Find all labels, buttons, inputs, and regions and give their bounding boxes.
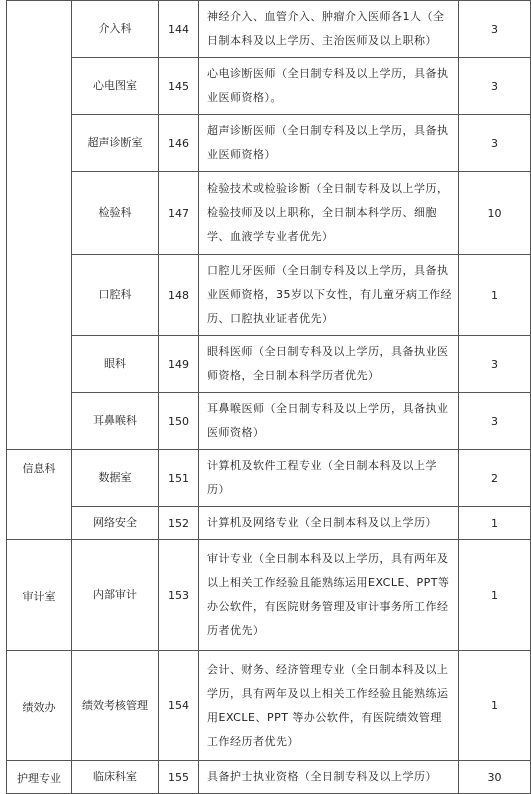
headcount: 2 xyxy=(459,450,531,507)
headcount: 1 xyxy=(459,651,531,761)
table-row xyxy=(7,115,531,172)
dept-cell: 护理专业 xyxy=(7,761,72,794)
headcount: 10 xyxy=(459,172,531,255)
table-row xyxy=(7,450,531,507)
subdept-cell: 心电图室 xyxy=(72,58,159,115)
table-row xyxy=(7,507,531,540)
post-number: 153 xyxy=(159,540,199,651)
requirement-text: 眼科医师（全日制专科及以上学历，具备执业医师资格，全日制本科学历者优先） xyxy=(199,336,459,393)
subdept-cell: 口腔科 xyxy=(72,255,159,336)
post-number: 144 xyxy=(159,1,199,58)
post-number: 148 xyxy=(159,255,199,336)
headcount: 1 xyxy=(459,507,531,540)
table-row xyxy=(7,255,531,336)
subdept-cell: 检验科 xyxy=(72,172,159,255)
post-number: 152 xyxy=(159,507,199,540)
requirement-text: 心电诊断医师（全日制专科及以上学历，具备执业医师资格）。 xyxy=(199,58,459,115)
subdept-cell: 临床科室 xyxy=(72,761,159,794)
subdept-cell: 耳鼻喉科 xyxy=(72,393,159,450)
table-row xyxy=(7,651,531,761)
table-row xyxy=(7,172,531,255)
subdept-cell: 眼科 xyxy=(72,336,159,393)
requirement-text: 具备护士执业资格（全日制专科及以上学历） xyxy=(199,761,459,794)
subdept-cell: 超声诊断室 xyxy=(72,115,159,172)
table-row xyxy=(7,1,531,58)
dept-cell-empty xyxy=(7,1,72,450)
table-row xyxy=(7,393,531,450)
headcount: 3 xyxy=(459,336,531,393)
subdept-cell: 绩效考核管理 xyxy=(72,651,159,761)
subdept-cell: 网络安全 xyxy=(72,507,159,540)
table-row xyxy=(7,58,531,115)
post-number: 149 xyxy=(159,336,199,393)
requirement-text: 神经介入、血管介入、肿瘤介入医师各1人（全日制本科及以上学历、主治医师及以上职称） xyxy=(199,1,459,58)
requirement-text: 检验技术或检验诊断（全日制专科及以上学历，检验技师及以上职称，全日制本科学历、细胞学、血液学专业者优先） xyxy=(199,172,459,255)
requirement-text: 审计专业（全日制本科及以上学历，具有两年及以上相关工作经验且能熟练运用EXCLE、PPT等办公软件，有医院财务管理及审计事务所工作经历者优先） xyxy=(199,540,459,651)
headcount: 1 xyxy=(459,255,531,336)
subdept-cell: 数据室 xyxy=(72,450,159,507)
headcount: 30 xyxy=(459,761,531,794)
dept-cell: 绩效办 xyxy=(7,651,72,761)
subdept-cell: 介入科 xyxy=(72,1,159,58)
requirement-text: 口腔儿牙医师（全日制专科及以上学历，具备执业医师资格，35岁以下女性，有儿童牙病工作经历、口腔执业证者优先） xyxy=(199,255,459,336)
table-row xyxy=(7,540,531,651)
post-number: 147 xyxy=(159,172,199,255)
requirement-text: 耳鼻喉医师（全日制专科及以上学历，具备执业医师资格） xyxy=(199,393,459,450)
post-number: 155 xyxy=(159,761,199,794)
recruitment-table xyxy=(6,0,531,794)
post-number: 150 xyxy=(159,393,199,450)
table-row xyxy=(7,336,531,393)
dept-cell: 审计室 xyxy=(7,540,72,651)
subdept-cell: 内部审计 xyxy=(72,540,159,651)
requirement-text: 会计、财务、经济管理专业（全日制本科及以上学历，具有两年及以上相关工作经验且能熟练运用EXCLE、PPT 等办公软件，有医院绩效管理工作经历者优先） xyxy=(199,651,459,761)
headcount: 1 xyxy=(459,540,531,651)
requirement-text: 计算机及网络专业（全日制本科及以上学历） xyxy=(199,507,459,540)
post-number: 145 xyxy=(159,58,199,115)
post-number: 146 xyxy=(159,115,199,172)
requirement-text: 超声诊断医师（全日制专科及以上学历，具备执业医师资格） xyxy=(199,115,459,172)
headcount: 3 xyxy=(459,58,531,115)
headcount: 3 xyxy=(459,393,531,450)
headcount: 3 xyxy=(459,1,531,58)
table-row xyxy=(7,761,531,794)
post-number: 151 xyxy=(159,450,199,507)
requirement-text: 计算机及软件工程专业（全日制本科及以上学历） xyxy=(199,450,459,507)
headcount: 3 xyxy=(459,115,531,172)
post-number: 154 xyxy=(159,651,199,761)
dept-cell: 信息科 xyxy=(7,450,72,540)
